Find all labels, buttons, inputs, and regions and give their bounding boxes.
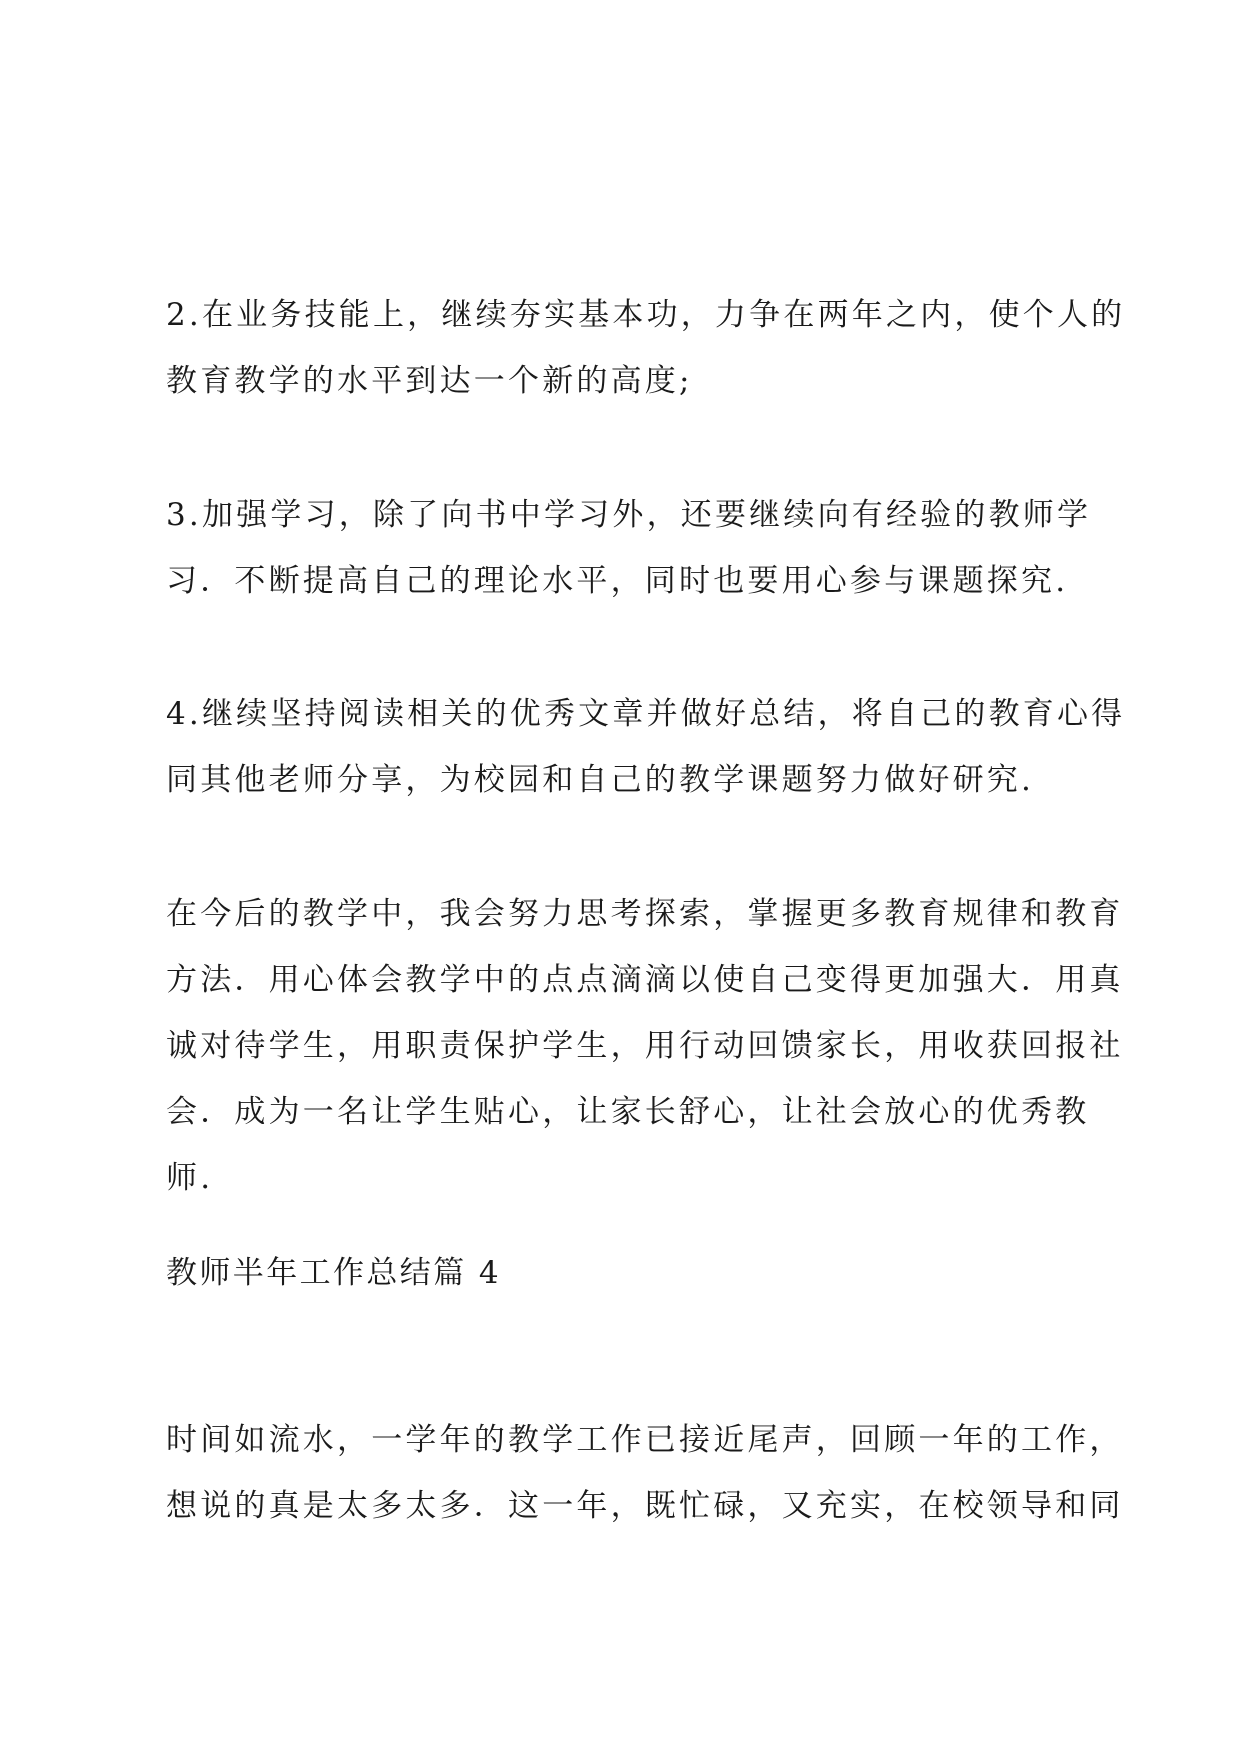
text-line: 方法．用心体会教学中的点点滴滴以使自己变得更加强大．用真	[166, 962, 1124, 998]
paragraph-goal-2	[166, 282, 1126, 414]
paragraph-goal-4	[166, 681, 1126, 813]
text-line: 教育教学的水平到达一个新的高度;	[166, 363, 693, 399]
paragraph-future-plan	[166, 881, 1124, 1211]
section-heading: 教师半年工作总结篇 4	[166, 1255, 501, 1291]
text-line: 时间如流水，一学年的教学工作已接近尾声，回顾一年的工作，	[166, 1422, 1124, 1458]
text-line: 2.在业务技能上，继续夯实基本功，力争在两年之内，使个人的	[166, 297, 1126, 333]
text-line: 会．成为一名让学生贴心，让家长舒心，让社会放心的优秀教	[166, 1094, 1090, 1130]
text-line: 4.继续坚持阅读相关的优秀文章并做好总结，将自己的教育心得	[166, 696, 1126, 732]
text-line: 3.加强学习，除了向书中学习外，还要继续向有经验的教师学	[166, 497, 1092, 533]
paragraph-goal-3	[166, 482, 1096, 614]
text-line: 师.	[166, 1160, 214, 1196]
text-line: 在今后的教学中，我会努力思考探索，掌握更多教育规律和教育	[166, 896, 1124, 932]
text-line: 同其他老师分享，为校园和自己的教学课题努力做好研究.	[166, 762, 1035, 798]
text-line: 习．不断提高自己的理论水平，同时也要用心参与课题探究.	[166, 563, 1069, 599]
text-line: 想说的真是太多太多．这一年，既忙碌，又充实，在校领导和同	[166, 1488, 1124, 1524]
paragraph-summary-intro	[166, 1407, 1124, 1539]
text-line: 诚对待学生，用职责保护学生，用行动回馈家长，用收获回报社	[166, 1028, 1124, 1064]
